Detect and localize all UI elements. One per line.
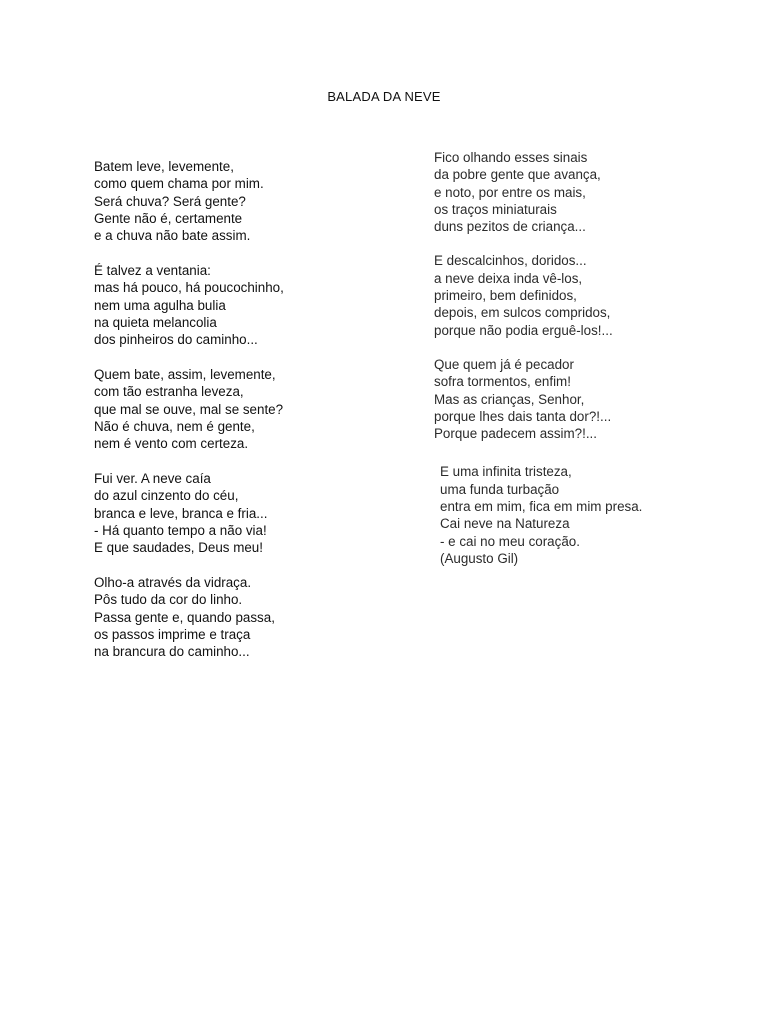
verse-line: na brancura do caminho...	[94, 644, 250, 660]
verse-line: porque não podia erguê-los!...	[434, 322, 613, 338]
verse-line: que mal se ouve, mal se sente?	[94, 401, 284, 417]
verse-line: porque lhes dais tanta dor?!...	[434, 408, 612, 424]
verse-line: - Há quanto tempo a não via!	[94, 522, 267, 538]
verse-line: Olho-a através da vidraça.	[94, 574, 252, 590]
verse-line: da pobre gente que avança,	[434, 167, 601, 183]
stanza-2	[94, 262, 394, 348]
verse-line: na quieta melancolia	[94, 314, 217, 330]
verse-line: E que saudades, Deus meu!	[94, 540, 263, 556]
stanza-3	[94, 366, 394, 452]
verse-line: Será chuva? Será gente?	[94, 193, 246, 209]
verse-line: como quem chama por mim.	[94, 176, 264, 192]
stanza-1	[94, 158, 394, 244]
verse-line: Mas as crianças, Senhor,	[434, 391, 585, 407]
verse-line: Porque padecem assim?!...	[434, 426, 598, 442]
verse-line: Quem bate, assim, levemente,	[94, 366, 276, 382]
verse-line: nem é vento com certeza.	[94, 436, 249, 452]
verse-line: com tão estranha leveza,	[94, 384, 244, 400]
verse-line: Cai neve na Natureza	[440, 516, 570, 532]
verse-line: e noto, por entre os mais,	[434, 184, 586, 200]
verse-line: E descalcinhos, doridos...	[434, 253, 587, 269]
verse-line: Pôs tudo da cor do linho.	[94, 592, 243, 608]
verse-line: Não é chuva, nem é gente,	[94, 418, 255, 434]
verse-line: Fico olhando esses sinais	[434, 150, 588, 165]
verse-line: Gente não é, certamente	[94, 210, 243, 226]
author-credit: (Augusto Gil)	[440, 550, 519, 566]
verse-line: nem uma agulha bulia	[94, 297, 226, 313]
stanza-8	[434, 356, 734, 442]
verse-line: E uma infinita tristeza,	[440, 464, 572, 480]
verse-line: É talvez a ventania:	[94, 262, 211, 278]
verse-line: os passos imprime e traça	[94, 626, 251, 642]
verse-line: depois, em sulcos compridos,	[434, 305, 611, 321]
verse-line: Que quem já é pecador	[434, 356, 574, 372]
verse-line: Fui ver. A neve caía	[94, 470, 211, 486]
verse-line: branca e leve, branca e fria...	[94, 505, 268, 521]
stanza-7	[434, 252, 734, 338]
stanza-5	[94, 574, 394, 660]
verse-line: dos pinheiros do caminho...	[94, 332, 258, 348]
verse-line: - e cai no meu coração.	[440, 533, 580, 549]
verse-line: entra em mim, fica em mim presa.	[440, 499, 643, 515]
verse-line: primeiro, bem definidos,	[434, 288, 577, 304]
poem-title: BALADA DA NEVE	[327, 89, 441, 104]
verse-line: sofra tormentos, enfim!	[434, 374, 571, 390]
verse-line: uma funda turbação	[440, 481, 560, 497]
verse-line: a neve deixa inda vê-los,	[434, 270, 583, 286]
verse-line: Batem leve, levemente,	[94, 159, 234, 174]
verse-line: e a chuva não bate assim.	[94, 228, 251, 244]
verse-line: duns pezitos de criança...	[434, 219, 586, 235]
left-column	[94, 158, 394, 678]
verse-line: Passa gente e, quando passa,	[94, 609, 275, 625]
stanza-4	[94, 470, 394, 556]
verse-line: do azul cinzento do céu,	[94, 488, 239, 504]
stanza-6	[434, 149, 734, 235]
right-column	[434, 149, 734, 584]
stanza-9	[440, 463, 734, 567]
verse-line: mas há pouco, há poucochinho,	[94, 280, 284, 296]
verse-line: os traços miniaturais	[434, 201, 557, 217]
